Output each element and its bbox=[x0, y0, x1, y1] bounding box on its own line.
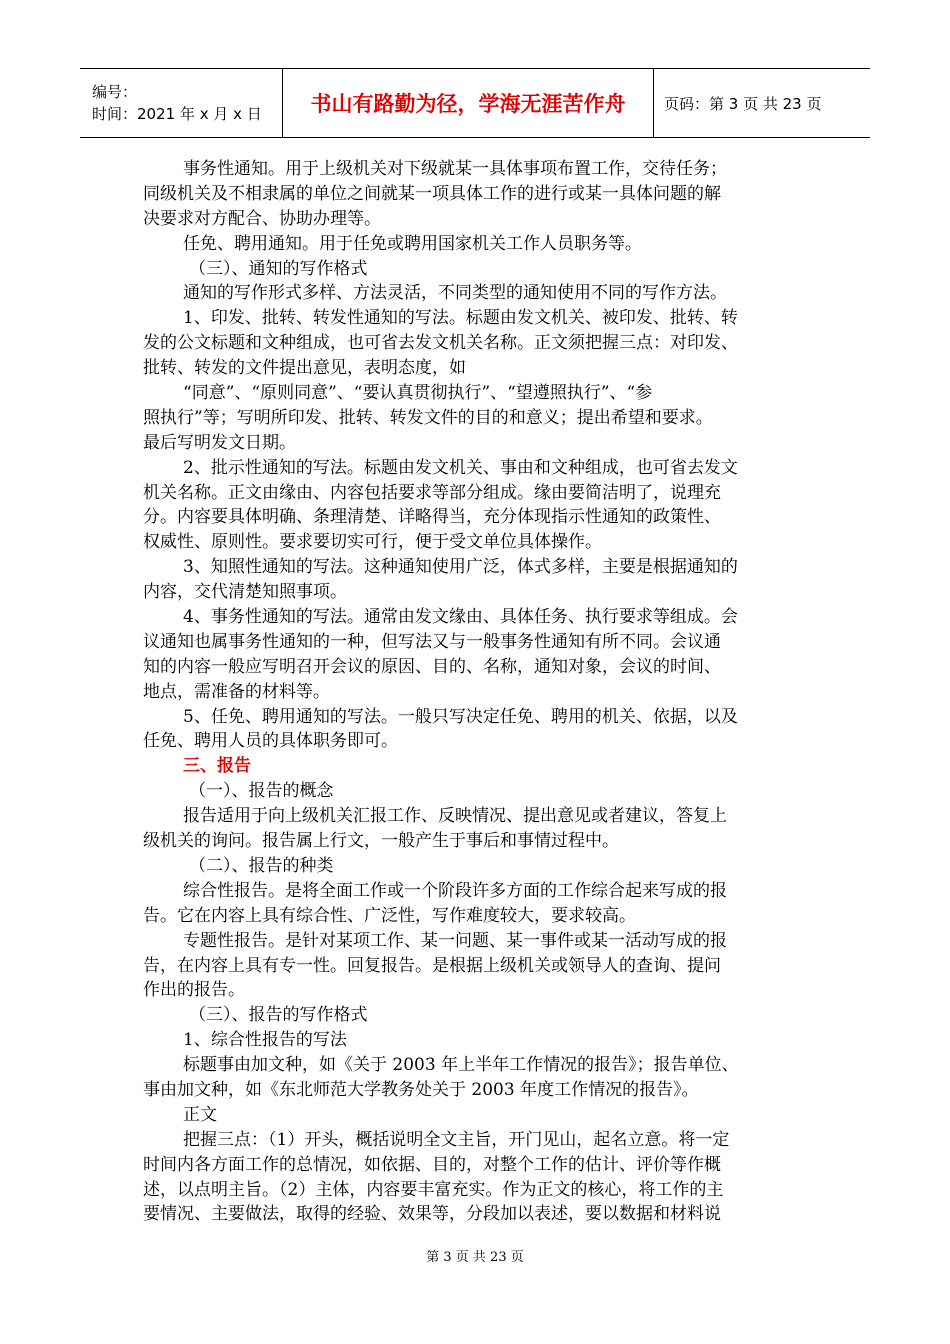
body-text-line: 把握三点：（1）开头，概括说明全文主旨，开门见山，起名立意。将一定 bbox=[183, 1129, 730, 1150]
body-text-line: 分。内容要具体明确、条理清楚、详略得当，充分体现指示性通知的政策性、 bbox=[143, 507, 721, 528]
body-text-line: 最后写明发文日期。 bbox=[143, 432, 296, 453]
page-header bbox=[80, 68, 870, 138]
motto-text: 书山有路勤为径，学海无涯苦作舟 bbox=[310, 92, 626, 116]
body-text-line: 3、知照性通知的写法。这种通知使用广泛，体式多样，主要是根据通知的 bbox=[183, 557, 738, 578]
body-text-line: 4、事务性通知的写法。通常由发文缘由、具体任务、执行要求等组成。会 bbox=[183, 607, 738, 628]
body-text-line: 照执行”等；写明所印发、批转、转发文件的目的和意义；提出希望和要求。 bbox=[143, 407, 713, 428]
body-text-line: 机关名称。正文由缘由、内容包括要求等部分组成。缘由要简洁明了，说理充 bbox=[143, 482, 721, 503]
document-body bbox=[143, 157, 807, 1227]
body-text-line: 地点，需准备的材料等。 bbox=[143, 681, 330, 702]
body-text-line: 决要求对方配合、协助办理等。 bbox=[143, 208, 381, 229]
body-text-line: （二）、报告的种类 bbox=[189, 855, 334, 876]
body-text-line: （三）、通知的写作格式 bbox=[189, 258, 368, 279]
body-text-line: 1、综合性报告的写法 bbox=[183, 1030, 347, 1051]
body-text-line: 权威性、原则性。要求要切实可行，便于受文单位具体操作。 bbox=[143, 532, 602, 553]
body-text-line: 告。它在内容上具有综合性、广泛性，写作难度较大，要求较高。 bbox=[143, 905, 636, 926]
body-text-line: 报告适用于向上级机关汇报工作、反映情况、提出意见或者建议，答复上 bbox=[183, 806, 727, 827]
body-text-line: 发的公文标题和文种组成，也可省去发文机关名称。正文须把握三点：对印发、 bbox=[143, 333, 738, 354]
body-text-line: 综合性报告。是将全面工作或一个阶段许多方面的工作综合起来写成的报 bbox=[183, 880, 727, 901]
body-text-line: 专题性报告。是针对某项工作、某一问题、某一事件或某一活动写成的报 bbox=[183, 930, 727, 951]
section-heading: 三、报告 bbox=[183, 756, 251, 777]
body-text-line: 述，以点明主旨。（2）主体，内容要丰富充实。作为正文的核心，将工作的主 bbox=[143, 1179, 724, 1200]
page-footer bbox=[0, 1246, 950, 1265]
body-text-line: 时间内各方面工作的总情况，如依据、目的，对整个工作的估计、评价等作概 bbox=[143, 1154, 721, 1175]
body-text-line: 作出的报告。 bbox=[143, 980, 245, 1001]
body-text-line: 事由加文种，如《东北师范大学教务处关于 2003 年度工作情况的报告》。 bbox=[143, 1079, 699, 1100]
body-text-line: 通知的写作形式多样、方法灵活，不同类型的通知使用不同的写作方法。 bbox=[183, 283, 727, 304]
body-text-line: 告，在内容上具有专一性。回复报告。是根据上级机关或领导人的查询、提问 bbox=[143, 955, 721, 976]
body-text-line: 级机关的询问。报告属上行文，一般产生于事后和事情过程中。 bbox=[143, 831, 619, 852]
body-text-line: 1、印发、批转、转发性通知的写法。标题由发文机关、被印发、批转、转 bbox=[183, 308, 738, 329]
body-text-line: 事务性通知。用于上级机关对下级就某一具体事项布置工作，交待任务； bbox=[183, 159, 727, 179]
header-meta bbox=[80, 69, 282, 137]
header-motto bbox=[282, 69, 654, 137]
body-text-line: 标题事由加文种，如《关于 2003 年上半年工作情况的报告》；报告单位、 bbox=[183, 1055, 739, 1076]
body-text-line: 知的内容一般应写明召开会议的原因、目的、名称，通知对象，会议的时间、 bbox=[143, 656, 721, 677]
footer-page-number: 第 3 页 共 23 页 bbox=[426, 1250, 524, 1265]
page-number-label: 页码：第 3 页 共 23 页 bbox=[664, 94, 822, 113]
body-text-line: （一）、报告的概念 bbox=[189, 781, 334, 802]
document-number-label: 编号： bbox=[92, 83, 138, 101]
document-date-label: 时间：2021 年 x 月 x 日 bbox=[92, 105, 262, 123]
header-page-info bbox=[654, 69, 870, 137]
body-text-line: 任免、聘用人员的具体职务即可。 bbox=[143, 731, 398, 752]
body-text-line: 议通知也属事务性通知的一种，但写法又与一般事务性通知有所不同。会议通 bbox=[143, 631, 721, 652]
body-text-line: 2、批示性通知的写法。标题由发文机关、事由和文种组成，也可省去发文 bbox=[183, 457, 738, 478]
body-text-line: 5、任免、聘用通知的写法。一般只写决定任免、聘用的机关、依据，以及 bbox=[183, 706, 738, 727]
body-text-line: 同级机关及不相隶属的单位之间就某一项具体工作的进行或某一具体问题的解 bbox=[143, 183, 721, 204]
body-text-line: 要情况、主要做法，取得的经验、效果等，分段加以表述，要以数据和材料说 bbox=[143, 1204, 721, 1225]
body-text-line: “同意”、“原则同意”、“要认真贯彻执行”、“望遵照执行”、“参 bbox=[183, 383, 653, 404]
body-text-line: 批转、转发的文件提出意见，表明态度，如 bbox=[143, 358, 466, 379]
body-text-line: 内容，交代清楚知照事项。 bbox=[143, 582, 347, 603]
body-text-line: （三）、报告的写作格式 bbox=[189, 1005, 368, 1026]
body-text-line: 任免、聘用通知。用于任免或聘用国家机关工作人员职务等。 bbox=[183, 233, 642, 254]
body-text-line: 正文 bbox=[183, 1104, 217, 1125]
